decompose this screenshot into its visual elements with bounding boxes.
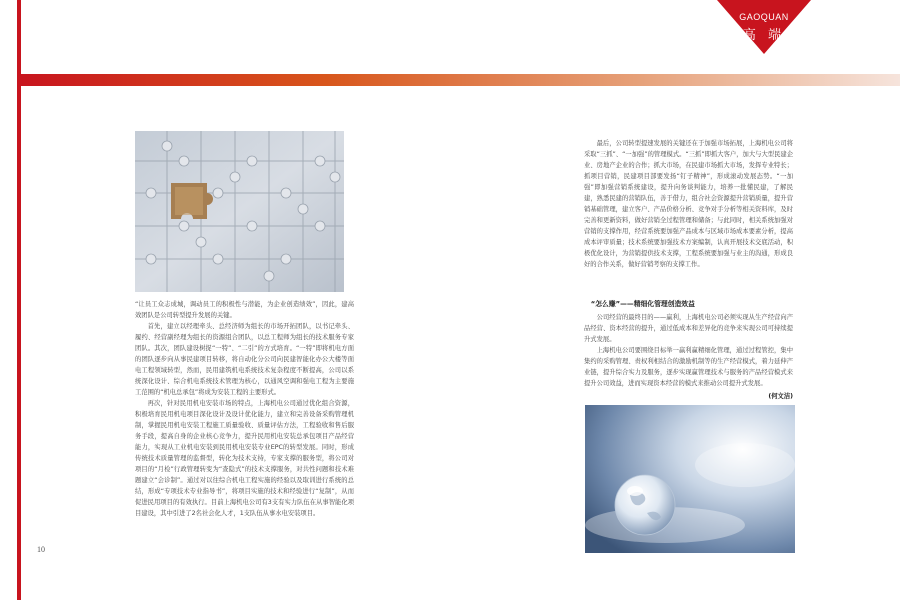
left-accent-bar [17,0,21,600]
left-paragraph-2: 首先，建立以经理牵头、总经济师为组长的市场开拓团队，以书记牵头、履约、经营副经理为组长的资源组合团队，以总工程师为组长的技术服务专家团队。其次，团队建设树捉“一特”、“二引”的方式培育。“一特”即将机电方面的团队逐步向从事民建项目转移，将自动化分公司向民建智能化办公大楼等面电工程领域转型，然而，民用建筑机电系统技术复杂程度不断提高，公司以系统深化设计、综合机电系统技术管理为核心，以通风空调和强电工程为主要施工范围的“机电总承包”将成为安装工程的主要形式。 [135,323,354,396]
logo-cjk-text: 高 端 [742,28,786,43]
page-number: 10 [37,545,45,554]
author-byline: (何文洁) [768,393,793,400]
left-text-column [135,299,354,519]
puzzle-image [135,131,344,292]
right-paragraph-3: 上海机电公司要围绕目标举一赢利赢精细化管理，通过过程管控，集中集约的采购管理、责权利相结合的激励机制等的生产经营模式，着力延伸产业链，提升综合实力及服务，逐步实现赢管理技术与服务的产品经营模式来提升公司效益，进而实现资本经营的模式来推动公司提升式发展。 [584,347,793,387]
brand-logo [717,0,811,54]
header-gradient-rule [17,74,900,86]
section-heading: “怎么赚”——精细化管理创造效益 [590,300,695,308]
right-text-column-mid [584,299,793,402]
right-paragraph-2: 公司经营的最终目的——赢利，上海机电公司必须实现从生产经营向产品经营、资本经营的提升，通过低成本和差异化的竞争来实现公司可持续提升式发展。 [584,314,793,343]
logo-latin-text: GAOQUAN [739,12,789,22]
right-paragraph-1: 最后，公司转型提速发展的关键还在于加强市场拓展，上海机电公司将采取“三抓”、“一加强”的管理模式。“三抓”即抓大客户，加大与大型民建企业、房地产企业的合作；抓大市场，在民建市场抓大市场，发挥专业特长；抓项目营销，民建项目部要发扬“钉子精神”，形成滚动发展态势。“一加强”即加强营销系统建设，提升向务谈判能力，培养一批懂民建，了解民建，熟悉民建的营销队伍，善于借力，组合社会资源提升营销质量，提升营销基础管理，建立客户、产品价格分析、竞争对手分析等相关资料库，及时完善和更新资料，做好营销全过程管理和储备；与此同时，相关系统加强对营销的支撑作用，经营系统要加强产品成本与区域市场成本要素分析，提高成本评审质量；技术系统要加强技术方案编制，认真开展技术交底活动，积极优化设计，为营销提供技术支撑，工程系统要加强与业主的沟通，形成良好的合作关系，做好营销考察的支撑工作。 [584,140,793,268]
globe-image [585,405,795,553]
missing-piece-gap [171,183,213,219]
right-text-column-top [584,138,793,270]
left-paragraph-1: “让员工众志成城，调动员工的积极性与潜能，为企业创造绩效”，因此，建高效团队是公司转型提升发展的关键。 [135,301,354,319]
left-paragraph-3: 再次，针对民用机电安装市场的特点，上海机电公司通过优化组合资源，积极培育民用机电项目深化设计及设计优化能力，建立和完善设备采购管理机制，掌握民用机电安装工程施工质量验收、质量评估方法，工程验收和售后服务手段，提高自身的企业核心竞争力，提升民用机电安装总承包项目产品经营能力，实现从工业机电安装到民用机电安装专业EPC的转型发展。同时，形成传统技术质量管理的监督型，转化为技术支持，专家支撑的服务型，将公司对项目的“月检”行政管理转变为“查隐式”的技术支撑服务，对共性问题和技术难题建立“会诊制”。通过对以往综合机电工程实施的经验以及取训进行系统的总结，形成“专项技术专业指导书”，将项目实施的技术和经验进行“复制”，从而促进民用项目的有效执行。目前上海机电公司有3支有实力队伍在从事智能化项目建设，其中引进了2名社会化人才，1支队伍从事水电安装项目。 [135,400,354,517]
